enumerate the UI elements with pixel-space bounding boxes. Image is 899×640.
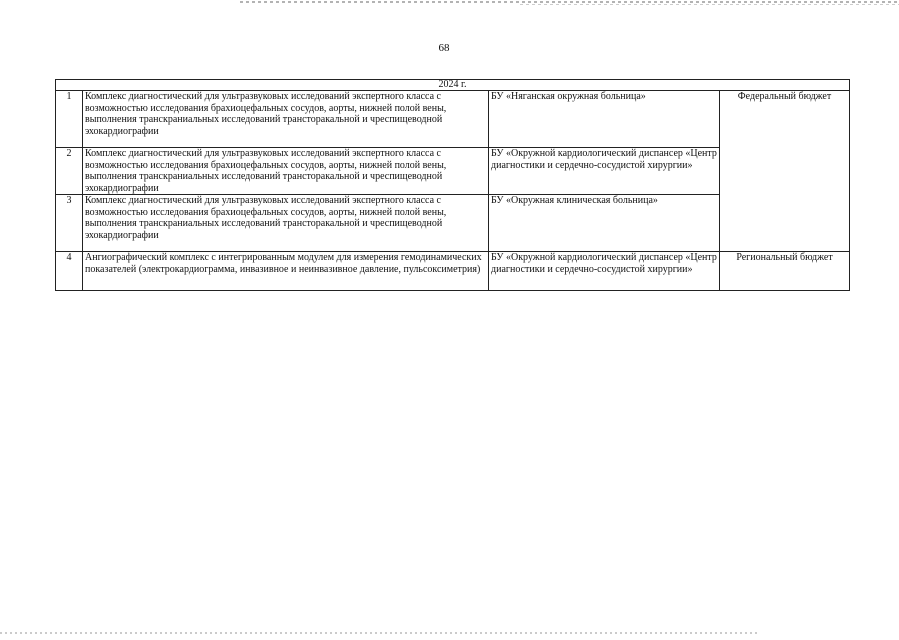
organization-name: БУ «Окружная клиническая больница»	[489, 195, 720, 252]
budget-source-federal: Федеральный бюджет	[720, 91, 850, 252]
scan-artifact-bottom	[0, 632, 760, 634]
page-number: 68	[438, 42, 450, 54]
scan-artifact-top	[240, 1, 899, 3]
equipment-name: Комплекс диагностический для ультразвуковых исследований экспертного класса с возможностью исследования брахиоцефальных сосудов, аорты, нижней полой вены, выполнения транскраниальных исследований трансторакальной и чреспищеводной эхокардиографии	[83, 91, 489, 148]
equipment-name: Комплекс диагностический для ультразвуковых исследований экспертного класса с возможностью исследования брахиоцефальных сосудов, аорты, нижней полой вены, выполнения транскраниальных исследований трансторакальной и чреспищеводной эхокардиографии	[83, 195, 489, 252]
table-row	[56, 252, 850, 291]
organization-name: БУ «Окружной кардиологический диспансер «Центр диагностики и сердечно-сосудистой хирургии»	[489, 148, 720, 195]
row-number: 2	[56, 148, 83, 195]
year-header: 2024 г.	[56, 80, 850, 91]
equipment-name: Комплекс диагностический для ультразвуковых исследований экспертного класса с возможностью исследования брахиоцефальных сосудов, аорты, нижней полой вены, выполнения транскраниальных исследований трансторакальной и чреспищеводной эхокардиографии	[83, 148, 489, 195]
table-row	[56, 91, 850, 148]
row-number: 1	[56, 91, 83, 148]
budget-source-regional: Региональный бюджет	[720, 252, 850, 291]
organization-name: БУ «Няганская окружная больница»	[489, 91, 720, 148]
scan-artifact-top-2	[520, 4, 899, 5]
row-number: 4	[56, 252, 83, 291]
row-number: 3	[56, 195, 83, 252]
equipment-name: Ангиографический комплекс с интегрированным модулем для измерения гемодинамических показателей (электрокардиограмма, инвазивное и неинвазивное давление, пульсоксиметрия)	[83, 252, 489, 291]
organization-name: БУ «Окружной кардиологический диспансер «Центр диагностики и сердечно-сосудистой хирургии»	[489, 252, 720, 291]
equipment-table	[55, 79, 850, 291]
year-row	[56, 80, 850, 91]
